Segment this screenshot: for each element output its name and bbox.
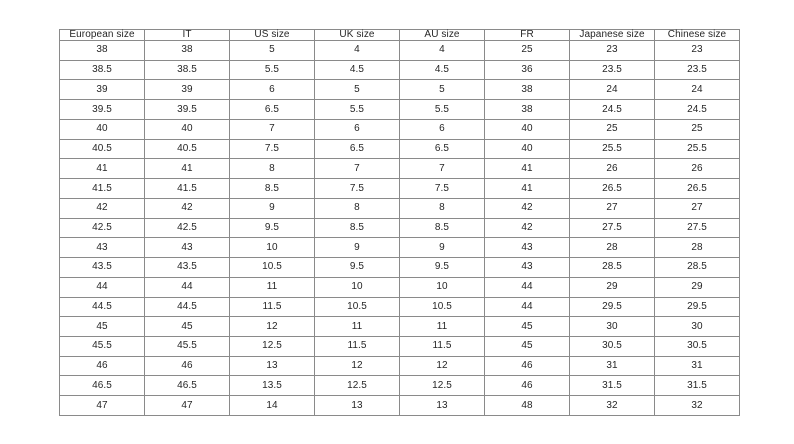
header-row [60, 30, 740, 41]
table-cell: 6 [400, 119, 485, 139]
table-cell: 48 [485, 396, 570, 416]
table-cell: 46 [485, 376, 570, 396]
table-cell: 41 [60, 159, 145, 179]
table-cell: 5 [315, 80, 400, 100]
table-row [60, 179, 740, 199]
table-cell: 46 [485, 356, 570, 376]
table-cell: 39 [60, 80, 145, 100]
table-cell: 38 [60, 41, 145, 61]
table-row [60, 80, 740, 100]
column-header: Japanese size [570, 30, 655, 41]
table-cell: 40 [60, 119, 145, 139]
table-cell: 29.5 [570, 297, 655, 317]
column-header: UK size [315, 30, 400, 41]
table-cell: 7 [230, 119, 315, 139]
table-row [60, 317, 740, 337]
table-cell: 6 [315, 119, 400, 139]
size-conversion-table [59, 29, 740, 416]
table-cell: 28 [655, 238, 740, 258]
table-cell: 27 [570, 198, 655, 218]
table-cell: 7 [315, 159, 400, 179]
table-cell: 5.5 [400, 100, 485, 120]
table-cell: 38 [485, 80, 570, 100]
table-cell: 14 [230, 396, 315, 416]
table-cell: 8 [400, 198, 485, 218]
table-cell: 39.5 [145, 100, 230, 120]
column-header: FR [485, 30, 570, 41]
table-cell: 10 [315, 277, 400, 297]
table-cell: 24 [655, 80, 740, 100]
table-cell: 31 [655, 356, 740, 376]
table-cell: 42 [60, 198, 145, 218]
table-cell: 26 [570, 159, 655, 179]
table-cell: 10.5 [230, 258, 315, 278]
table-cell: 23.5 [570, 60, 655, 80]
table-cell: 44 [60, 277, 145, 297]
table-cell: 23 [570, 41, 655, 61]
table-cell: 11.5 [315, 337, 400, 357]
table-cell: 39 [145, 80, 230, 100]
table-cell: 12.5 [230, 337, 315, 357]
table-cell: 45 [145, 317, 230, 337]
table-cell: 11 [230, 277, 315, 297]
table-cell: 10.5 [315, 297, 400, 317]
table-cell: 45 [485, 317, 570, 337]
table-cell: 42.5 [145, 218, 230, 238]
table-cell: 30 [655, 317, 740, 337]
column-header: IT [145, 30, 230, 41]
table-cell: 31.5 [655, 376, 740, 396]
column-header: European size [60, 30, 145, 41]
table-cell: 27 [655, 198, 740, 218]
table-cell: 7.5 [230, 139, 315, 159]
table-cell: 42 [145, 198, 230, 218]
table-cell: 41 [145, 159, 230, 179]
column-header: AU size [400, 30, 485, 41]
table-cell: 23 [655, 41, 740, 61]
table-cell: 46 [60, 356, 145, 376]
table-cell: 10 [400, 277, 485, 297]
table-cell: 30.5 [570, 337, 655, 357]
table-cell: 6.5 [315, 139, 400, 159]
table-cell: 9 [400, 238, 485, 258]
table-cell: 31.5 [570, 376, 655, 396]
table-cell: 25 [485, 41, 570, 61]
table-cell: 44.5 [145, 297, 230, 317]
table-cell: 29 [570, 277, 655, 297]
table-cell: 6 [230, 80, 315, 100]
table-cell: 28 [570, 238, 655, 258]
table-cell: 25 [570, 119, 655, 139]
table-cell: 4 [315, 41, 400, 61]
table-cell: 13 [315, 396, 400, 416]
table-cell: 12.5 [315, 376, 400, 396]
table-cell: 45.5 [60, 337, 145, 357]
table-cell: 28.5 [655, 258, 740, 278]
table-cell: 23.5 [655, 60, 740, 80]
table-cell: 9.5 [315, 258, 400, 278]
table-cell: 11 [315, 317, 400, 337]
table-row [60, 356, 740, 376]
table-body [60, 41, 740, 416]
table-cell: 5.5 [230, 60, 315, 80]
table-cell: 6.5 [400, 139, 485, 159]
table-row [60, 258, 740, 278]
table-row [60, 218, 740, 238]
table-cell: 25.5 [570, 139, 655, 159]
table-row [60, 376, 740, 396]
table-cell: 10 [230, 238, 315, 258]
table-cell: 45 [60, 317, 145, 337]
table-cell: 9.5 [400, 258, 485, 278]
table-cell: 38 [145, 41, 230, 61]
table-cell: 46.5 [60, 376, 145, 396]
table-row [60, 139, 740, 159]
table-cell: 7.5 [400, 179, 485, 199]
table-cell: 9 [230, 198, 315, 218]
table-cell: 8 [230, 159, 315, 179]
table-cell: 6.5 [230, 100, 315, 120]
table-cell: 5 [230, 41, 315, 61]
table-cell: 5 [400, 80, 485, 100]
table-cell: 43 [485, 258, 570, 278]
table-row [60, 159, 740, 179]
table-cell: 43.5 [60, 258, 145, 278]
table-cell: 41.5 [60, 179, 145, 199]
table-cell: 8 [315, 198, 400, 218]
table-cell: 45 [485, 337, 570, 357]
column-header: Chinese size [655, 30, 740, 41]
table-cell: 25.5 [655, 139, 740, 159]
table-cell: 46 [145, 356, 230, 376]
column-header: US size [230, 30, 315, 41]
table-cell: 11 [400, 317, 485, 337]
table-cell: 40 [485, 139, 570, 159]
table-cell: 13.5 [230, 376, 315, 396]
table-row [60, 277, 740, 297]
table-cell: 40 [145, 119, 230, 139]
table-cell: 39.5 [60, 100, 145, 120]
table-row [60, 297, 740, 317]
table-cell: 8.5 [230, 179, 315, 199]
table-cell: 31 [570, 356, 655, 376]
table-cell: 38.5 [60, 60, 145, 80]
table-cell: 47 [60, 396, 145, 416]
table-cell: 7.5 [315, 179, 400, 199]
table-cell: 41.5 [145, 179, 230, 199]
table-cell: 40.5 [145, 139, 230, 159]
table-cell: 40 [485, 119, 570, 139]
table-cell: 26.5 [655, 179, 740, 199]
table-cell: 42 [485, 218, 570, 238]
table-cell: 36 [485, 60, 570, 80]
table-cell: 41 [485, 179, 570, 199]
table-cell: 38 [485, 100, 570, 120]
table-cell: 42 [485, 198, 570, 218]
table-cell: 28.5 [570, 258, 655, 278]
table-cell: 24.5 [570, 100, 655, 120]
table-cell: 12 [230, 317, 315, 337]
table-cell: 10.5 [400, 297, 485, 317]
table-cell: 42.5 [60, 218, 145, 238]
table-row [60, 396, 740, 416]
table-cell: 13 [400, 396, 485, 416]
table-cell: 26 [655, 159, 740, 179]
table-cell: 12 [315, 356, 400, 376]
table-cell: 9.5 [230, 218, 315, 238]
table-row [60, 337, 740, 357]
table-cell: 43 [145, 238, 230, 258]
table-cell: 29 [655, 277, 740, 297]
table-cell: 5.5 [315, 100, 400, 120]
table-cell: 40.5 [60, 139, 145, 159]
table-cell: 8.5 [400, 218, 485, 238]
table-row [60, 198, 740, 218]
table-cell: 45.5 [145, 337, 230, 357]
table-cell: 11.5 [400, 337, 485, 357]
table-cell: 27.5 [570, 218, 655, 238]
table-cell: 30 [570, 317, 655, 337]
table-cell: 26.5 [570, 179, 655, 199]
table-cell: 24 [570, 80, 655, 100]
table-cell: 27.5 [655, 218, 740, 238]
table-cell: 43.5 [145, 258, 230, 278]
table-cell: 12.5 [400, 376, 485, 396]
table-row [60, 238, 740, 258]
table-cell: 44 [485, 297, 570, 317]
table-cell: 25 [655, 119, 740, 139]
table-cell: 44 [145, 277, 230, 297]
table-row [60, 119, 740, 139]
table-cell: 12 [400, 356, 485, 376]
table-cell: 32 [655, 396, 740, 416]
table-cell: 32 [570, 396, 655, 416]
table-cell: 43 [485, 238, 570, 258]
table-row [60, 41, 740, 61]
table-cell: 9 [315, 238, 400, 258]
table-cell: 13 [230, 356, 315, 376]
table-cell: 8.5 [315, 218, 400, 238]
table-cell: 38.5 [145, 60, 230, 80]
table-cell: 4.5 [400, 60, 485, 80]
table-cell: 44 [485, 277, 570, 297]
table-cell: 47 [145, 396, 230, 416]
table-row [60, 100, 740, 120]
table-cell: 7 [400, 159, 485, 179]
table-cell: 44.5 [60, 297, 145, 317]
table-cell: 30.5 [655, 337, 740, 357]
table-cell: 43 [60, 238, 145, 258]
table-cell: 24.5 [655, 100, 740, 120]
table-cell: 29.5 [655, 297, 740, 317]
table-cell: 4.5 [315, 60, 400, 80]
table-cell: 46.5 [145, 376, 230, 396]
table-cell: 41 [485, 159, 570, 179]
table-cell: 11.5 [230, 297, 315, 317]
table-header [60, 30, 740, 41]
table-row [60, 60, 740, 80]
table-cell: 4 [400, 41, 485, 61]
